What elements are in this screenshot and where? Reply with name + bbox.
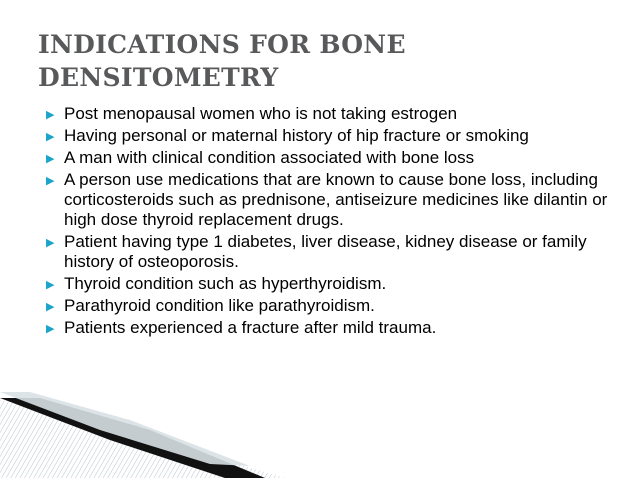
- list-item: [46, 232, 616, 272]
- triangle-bullet-icon: ▶: [46, 301, 55, 313]
- triangle-bullet-icon: ▶: [46, 153, 55, 165]
- bullet-text: Parathyroid condition like parathyroidism.: [64, 296, 375, 315]
- triangle-bullet-icon: ▶: [46, 279, 55, 291]
- list-item: [46, 274, 616, 294]
- swoosh-dark-band: [0, 398, 265, 478]
- list-item: [46, 170, 616, 230]
- triangle-bullet-icon: ▶: [46, 323, 55, 335]
- list-item: [46, 296, 616, 316]
- bullet-list: [46, 104, 616, 340]
- slide-title: INDICATIONS FOR BONE DENSITOMETRY: [38, 30, 406, 92]
- bullet-text: Post menopausal women who is not taking estrogen: [64, 104, 458, 123]
- bullet-text: Patients experienced a fracture after mild trauma.: [64, 318, 437, 337]
- list-item: [46, 318, 616, 338]
- list-item: [46, 126, 616, 146]
- triangle-bullet-icon: ▶: [46, 175, 55, 187]
- bullet-text: Having personal or maternal history of hip fracture or smoking: [64, 126, 529, 145]
- swoosh-hatch: [0, 400, 285, 478]
- list-item: [46, 148, 616, 168]
- triangle-bullet-icon: ▶: [46, 237, 55, 249]
- triangle-bullet-icon: ▶: [46, 131, 55, 143]
- bullet-text: Thyroid condition such as hyperthyroidism.: [64, 274, 387, 293]
- list-item: [46, 104, 616, 124]
- bullet-text: A man with clinical condition associated with bone loss: [64, 148, 475, 167]
- triangle-bullet-icon: ▶: [46, 109, 55, 121]
- bullet-text: A person use medications that are known to cause bone loss, including corticosteroids such as prednisone, antiseizure medicines like dilantin or high dose thyroid replacement drugs.: [64, 170, 608, 229]
- bullet-text: Patient having type 1 diabetes, liver disease, kidney disease or family history of osteoporosis.: [64, 232, 587, 271]
- swoosh-light-band: [0, 392, 250, 466]
